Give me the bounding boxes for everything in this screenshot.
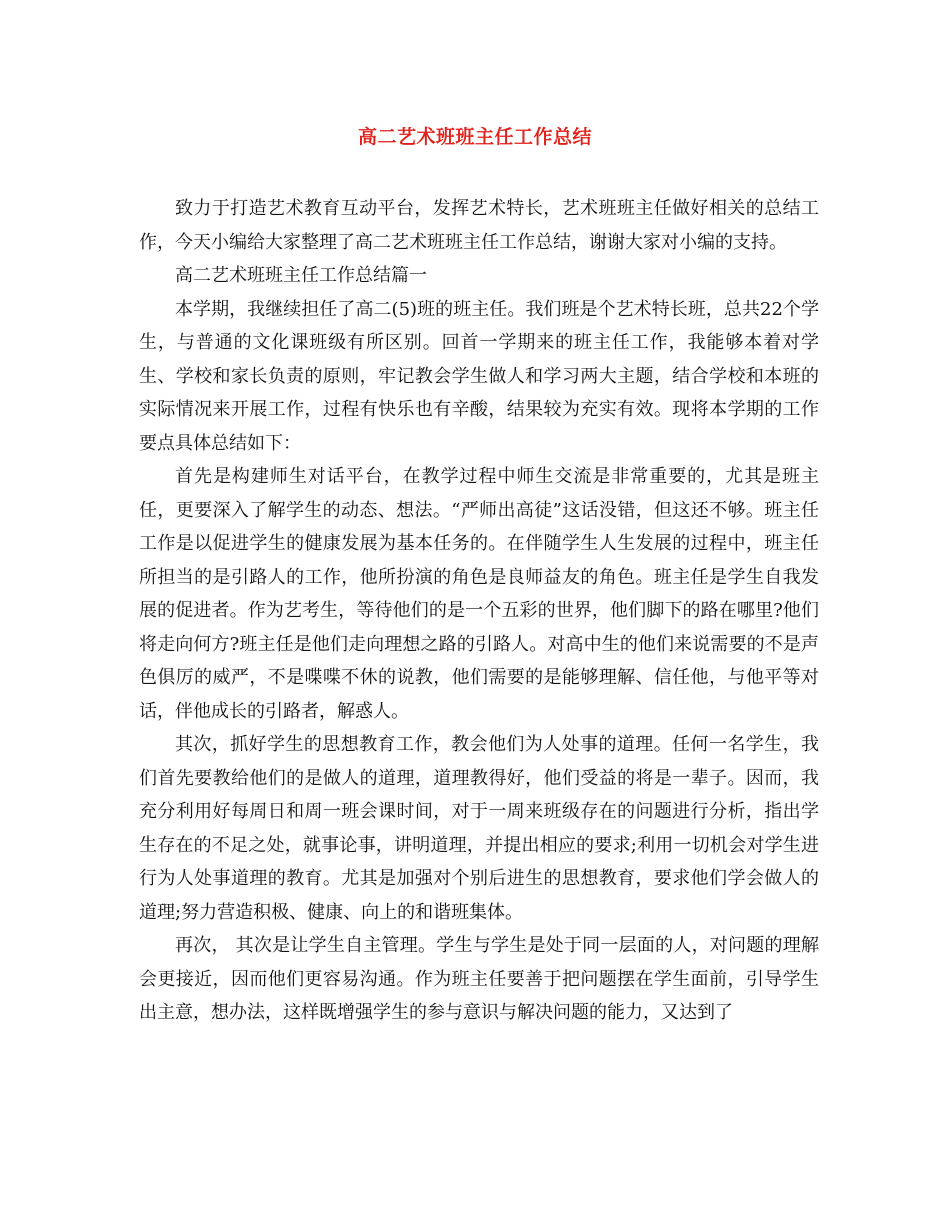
paragraph-3: 其次，抓好学生的思想教育工作，教会他们为人处事的道理。任何一名学生，我们首先要教给他们的是做人的道理，道理教得好，他们受益的将是一辈子。因而，我充分利用好每周日和周一班会课时间，对于一周来班级存在的问题进行分析，指出学生存在的不足之处，就事论事，讲明道理，并提出相应的要求;利用一切机会对学生进行为人处事道理的教育。尤其是加强对个别后进生的思想教育，要求他们学会做人的道理;努力营造积极、健康、向上的和谐班集体。 bbox=[139, 734, 819, 923]
paragraph-2: 首先是构建师生对话平台，在教学过程中师生交流是非常重要的，尤其是班主任，更要深入了解学生的动态、想法。“严师出高徒”这话没错，但这还不够。班主任工作是以促进学生的健康发展为基本任务的。在伴随学生人生发展的过程中，班主任所担当的是引路人的工作，他所扮演的角色是良师益友的角色。班主任是学生自我发展的促进者。作为艺考生，等待他们的是一个五彩的世界，他们脚下的路在哪里?他们将走向何方?班主任是他们走向理想之路的引路人。对高中生的他们来说需要的不是声色俱厉的威严，不是喋喋不休的说教，他们需要的是能够理解、信任他，与他平等对话，伴他成长的引路者，解惑人。 bbox=[139, 466, 819, 722]
document-title: 高二艺术班班主任工作总结 bbox=[357, 126, 592, 148]
paragraph-section-heading: 高二艺术班班主任工作总结篇一 bbox=[175, 265, 427, 286]
paragraph-4: 再次， 其次是让学生自主管理。学生与学生是处于同一层面的人，对问题的理解会更接近，因而他们更容易沟通。作为班主任要善于把问题摆在学生面前，引导学生出主意，想办法，这样既增强学生的参与意识与解决问题的能力，又达到了 bbox=[139, 935, 819, 1023]
paragraph-intro: 致力于打造艺术教育互动平台，发挥艺术特长，艺术班班主任做好相关的总结工作，今天小编给大家整理了高二艺术班班主任工作总结，谢谢大家对小编的支持。 bbox=[139, 198, 819, 253]
paragraph-1: 本学期，我继续担任了高二(5)班的班主任。我们班是个艺术特长班，总共22个学生，与普通的文化课班级有所区别。回首一学期来的班主任工作，我能够本着对学生、学校和家长负责的原则，牢记教会学生做人和学习两大主题，结合学校和本班的实际情况来开展工作，过程有快乐也有辛酸，结果较为充实有效。现将本学期的工作要点具体总结如下： bbox=[139, 298, 819, 454]
document-body bbox=[139, 192, 819, 1030]
